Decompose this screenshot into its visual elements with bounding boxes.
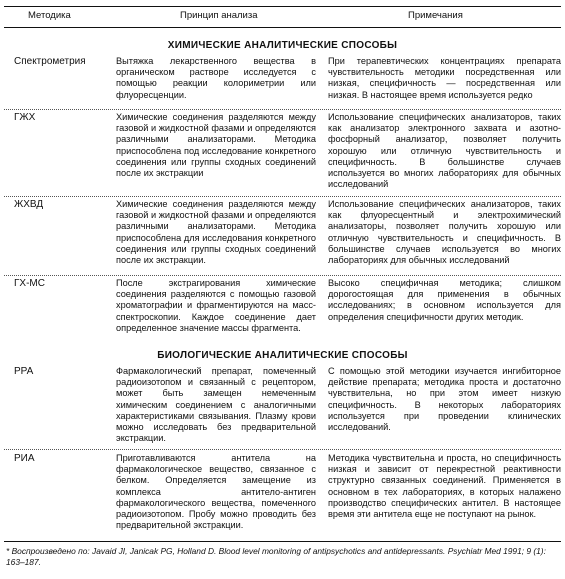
principle-cell: Приготавливаются антитела на фармакологическое вещество, связанное с белком. Определяется замещение из комплекса антитело-антиген фармакологического вещества, помеченного радиоизотопом. Пробу можно проводить без предварительной экстракции.	[116, 453, 316, 531]
principle-cell: Химические соединения разделяются между газовой и жидкостной фазами и определяются различными анализаторами. Методика приспособлена под исследование конкретного соединения или группы сходных соединений после их экстракции	[116, 112, 316, 179]
header-method: Методика	[28, 10, 71, 21]
method-cell: ГЖХ	[14, 112, 36, 123]
notes-cell: Использование специфических анализаторов, таких как флуоресцентный и электрохимический анализаторы, позволяет получить хорошую или отличную чувствительность и специфичность. В большинстве случаев используется во многих лабораториях для обычных исследований	[328, 199, 561, 266]
method-cell: ЖХВД	[14, 199, 44, 210]
notes-cell: Методика чувствительна и проста, но специфичность низкая и зависит от перекрестной реактивности структурно связанных соединений. Применяется в основном в тех лабораториях, в которых налажено производство специфических антител. В настоящее время эти антитела еще не поступают на рынок.	[328, 453, 561, 520]
notes-cell: При терапевтических концентрациях препарата чувствительность методики посредственная или низкая, специфичность — посредственная или низкая. В настоящее время используется редко	[328, 56, 561, 100]
method-cell: ГХ-МС	[14, 278, 45, 289]
method-cell: РРА	[14, 366, 34, 377]
principle-cell: После экстрагирования химические соединения разделяются с помощью газовой хроматографии и фрагментируются на масс-спектроскопии. Каждое соединение дает определенное значение массы фрагмента.	[116, 278, 316, 333]
row-divider	[4, 275, 561, 276]
notes-cell: Использование специфических анализаторов, таких как анализатор электронного захвата и азотно-фосфорный анализатор, позволяет получить хорошую или отличную чувствительность и специфичность. В большинстве случаев используется во многих лабораториях для обычных исследований	[328, 112, 561, 190]
header-notes: Примечания	[408, 10, 463, 21]
bottom-rule	[4, 541, 561, 542]
top-rule	[4, 6, 561, 7]
header-principle: Принцип анализа	[180, 10, 258, 21]
method-cell: РИА	[14, 453, 35, 464]
row-divider	[4, 449, 561, 450]
principle-cell: Химические соединения разделяются между газовой и жидкостной фазами и определяются различными анализаторами. Методика приспособлена для исследования конкретного соединения или группы сходных соединений после их экстракции.	[116, 199, 316, 266]
row-divider	[4, 196, 561, 197]
principle-cell: Вытяжка лекарственного вещества в органическом растворе исследуется с помощью реакции колориметрии или флуоресценции.	[116, 56, 316, 100]
section-title-chemical: ХИМИЧЕСКИЕ АНАЛИТИЧЕСКИЕ СПОСОБЫ	[167, 40, 398, 51]
method-cell: Спектрометрия	[14, 56, 86, 67]
notes-cell: Высоко специфичная методика; слишком дорогостоящая для применения в обычных исследованиях; в основном используется для определения специфичности других методик.	[328, 278, 561, 322]
section-title-biological: БИОЛОГИЧЕСКИЕ АНАЛИТИЧЕСКИЕ СПОСОБЫ	[157, 350, 408, 361]
header-rule	[4, 27, 561, 28]
row-divider	[4, 109, 561, 110]
notes-cell: С помощью этой методики изучается ингибиторное действие препарата; методика проста и достаточно чувствительна, но при этом имеет низкую специфичность. В некоторых лабораториях используется при проведении клинических исследований.	[328, 366, 561, 433]
footnote: * Воспроизведено по: Javaid JI, Janicak PG, Holland D. Blood level monitoring of antipsychotics and antidepressants. Psychiatr Med 1991; 9 (1): 163–187.	[6, 546, 546, 567]
principle-cell: Фармакологический препарат, помеченный радиоизотопом и связанный с рецептором, может быть замещен немеченным химическим соединением с аналогичными характеристиками связывания. Плазму крови можно исследовать без предварительной экстракции.	[116, 366, 316, 444]
